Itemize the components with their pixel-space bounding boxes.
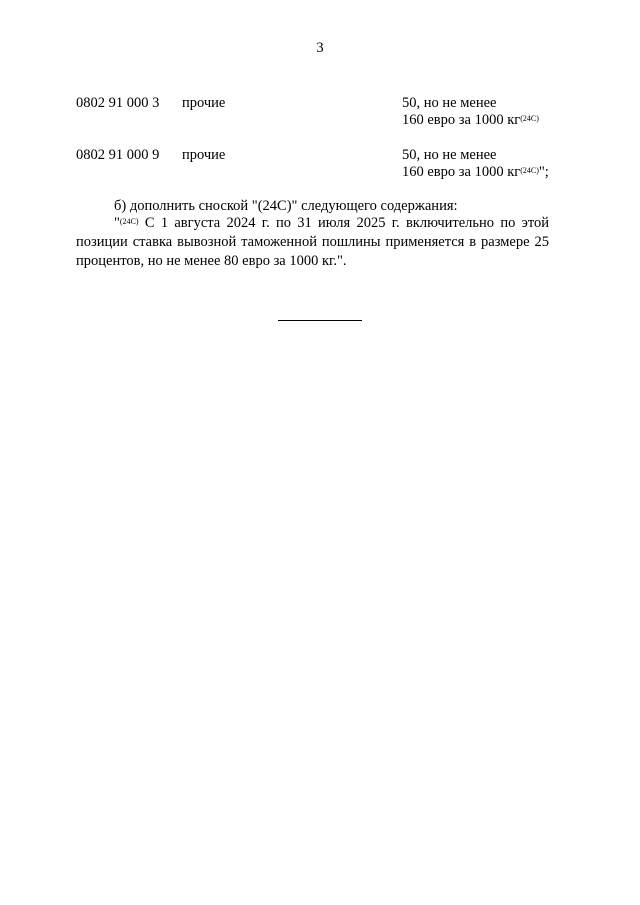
footnote-reference: (24С) — [520, 166, 539, 175]
footnote-body: С 1 августа 2024 г. по 31 июля 2025 г. включительно по этой позиции ставка вывозной таможенной пошлины применяется в размере 25 процентов, но не менее 80 евро за 1000 кг.". — [76, 215, 549, 269]
tariff-rate-line-1: 50, но не менее — [402, 147, 497, 163]
page-number: 3 — [316, 40, 324, 56]
tariff-description: прочие — [182, 147, 226, 163]
tariff-rate — [402, 147, 549, 181]
footnote-open-quote: " — [114, 215, 120, 231]
tariff-rate-amount: 160 евро за 1000 кг — [402, 112, 521, 128]
footnote-reference: (24С) — [520, 114, 539, 123]
tariff-description: прочие — [182, 95, 226, 111]
tariff-code: 0802 91 000 3 — [76, 95, 160, 111]
amendment-intro: б) дополнить сноской "(24С)" следующего содержания: — [114, 198, 458, 214]
tariff-rate — [402, 95, 539, 129]
end-divider — [278, 320, 362, 321]
tariff-rate-suffix: "; — [538, 164, 549, 180]
tariff-rate-line-2 — [402, 112, 539, 129]
tariff-code: 0802 91 000 9 — [76, 147, 160, 163]
footnote-marker: (24С) — [119, 217, 139, 226]
tariff-rate-line-2 — [402, 164, 549, 181]
tariff-rate-amount: 160 евро за 1000 кг — [402, 164, 521, 180]
footnote-text — [76, 214, 549, 271]
tariff-rate-line-1: 50, но не менее — [402, 95, 497, 111]
